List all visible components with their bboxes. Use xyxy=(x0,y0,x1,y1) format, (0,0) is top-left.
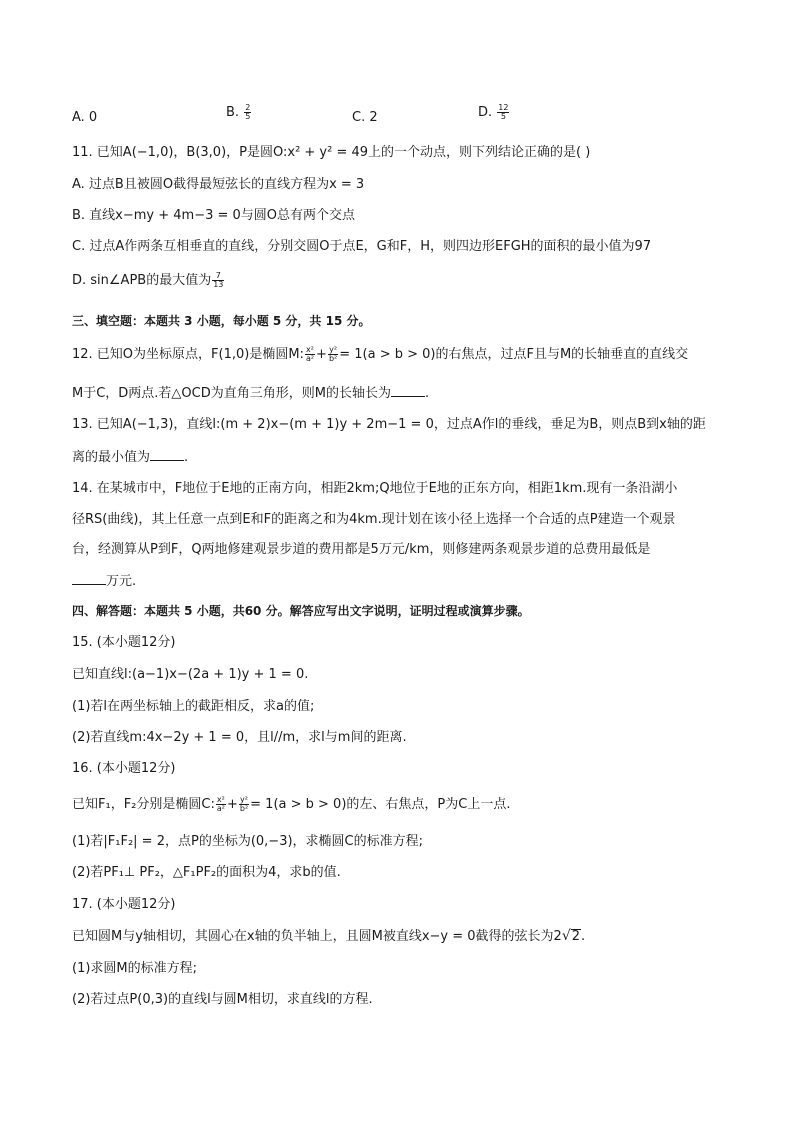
q15-part-2: (2)若直线m:4x−2y + 1 = 0，且l//m，求l与m间的距离. xyxy=(72,730,407,745)
q14-line-3: 台，经测算从P到F，Q两地修建观景步道的费用都是5万元/km，则修建两条观景步道的总费用最低是 xyxy=(72,542,651,557)
answer-blank xyxy=(150,448,184,461)
q11-stem: 11. 已知A(−1,0)，B(3,0)，P是圆O:x² + y² = 49上的一个动点，则下列结论正确的是( ) xyxy=(72,145,591,160)
q10-option-c: C. 2 xyxy=(352,110,378,125)
answer-blank xyxy=(72,572,106,585)
fraction: $\frac{12}{5}$ xyxy=(498,103,509,121)
q12-line-1: 12. 已知O为坐标原点，F(1,0)是椭圆M: $\frac{\text{x²}}{\text{a²}}$ + $\frac{\text{y²}}{\text{b²}}$ = 1(a > b > 0)的右焦点，过点F且与M的长轴垂直的直线交 xyxy=(72,345,689,363)
q11-option-d: D. sin∠APB的最大值为 $\frac{7}{13}$ xyxy=(72,271,224,289)
sqrt-radicand: 2 xyxy=(571,929,581,944)
q15-part-1: (1)若l在两坐标轴上的截距相反，求a的值; xyxy=(72,699,315,714)
q15-stem: 已知直线l:(a−1)x−(2a + 1)y + 1 = 0. xyxy=(72,667,309,682)
section-heading-fill-blank: 三、填空题：本题共 3 小题，每小题 5 分，共 15 分。 xyxy=(72,314,371,328)
q14-line-1: 14. 在某城市中，F地位于E地的正南方向，相距2km;Q地位于E地的正东方向，相距1km.现有一条沿湖小 xyxy=(72,481,678,496)
q17-stem: 已知圆M与y轴相切，其圆心在x轴的负半轴上，且圆M被直线x−y = 0截得的弦长为2√2. xyxy=(72,928,586,944)
fraction: $\frac{\text{y²}}{\text{b²}}$ xyxy=(328,345,338,363)
fraction: $\frac{\text{x²}}{\text{a²}}$ xyxy=(216,795,225,813)
q11-option-c: C. 过点A作两条互相垂直的直线，分别交圆O于点E，G和F，H，则四边形EFGH的面积的最小值为97 xyxy=(72,239,652,254)
section-heading-solutions: 四、解答题：本题共 5 小题，共60 分。解答应写出文字说明，证明过程或演算步骤。 xyxy=(72,604,530,618)
fraction: $\frac{\text{y²}}{\text{b²}}$ xyxy=(239,795,249,813)
q16-part-1: (1)若|F₁F₂| = 2，点P的坐标为(0,−3)，求椭圆C的标准方程; xyxy=(72,834,423,849)
fraction: $\frac{\text{x²}}{\text{a²}}$ xyxy=(305,345,315,363)
answer-blank xyxy=(391,384,425,397)
fraction: $\frac{2}{5}$ xyxy=(245,103,251,121)
q16-stem: 已知F₁，F₂分别是椭圆C: $\frac{\text{x²}}{\text{a²}}$ + $\frac{\text{y²}}{\text{b²}}$ = 1(a > b > 0)的左、右焦点，P为C上一点. xyxy=(72,795,511,813)
q12-line-2: M于C，D两点.若△OCD为直角三角形，则M的长轴长为 . xyxy=(72,386,430,401)
q13-line-1: 13. 已知A(−1,3)，直线l:(m + 2)x−(m + 1)y + 2m−1 = 0，过点A作l的垂线，垂足为B，则点B到x轴的距 xyxy=(72,417,706,432)
q14-line-4: 万元. xyxy=(72,572,722,590)
q16-part-2: (2)若PF₁⊥ PF₂，△F₁PF₂的面积为4，求b的值. xyxy=(72,865,341,880)
q13-line-2: 离的最小值为 . xyxy=(72,450,189,465)
q10-option-d: D. $\frac{12}{5}$ xyxy=(478,103,509,121)
q17-part-2: (2)若过点P(0,3)的直线l与圆M相切，求直线l的方程. xyxy=(72,992,373,1007)
q17-heading: 17. (本小题12分) xyxy=(72,897,176,912)
q17-part-1: (1)求圆M的标准方程; xyxy=(72,961,198,976)
q10-option-b: B. $\frac{2}{5}$ xyxy=(226,103,251,121)
q11-option-b: B. 直线x−my + 4m−3 = 0与圆O总有两个交点 xyxy=(72,208,356,223)
q15-heading: 15. (本小题12分) xyxy=(72,635,176,650)
fraction: $\frac{7}{13}$ xyxy=(213,271,224,289)
q16-heading: 16. (本小题12分) xyxy=(72,761,176,776)
q14-line-2: 径RS(曲线)，其上任意一点到E和F的距离之和为4km.现计划在该小径上选择一个合适的点P建造一个观景 xyxy=(72,512,676,527)
q10-option-a: A. 0 xyxy=(72,110,98,125)
q11-option-a: A. 过点B且被圆O截得最短弦长的直线方程为x = 3 xyxy=(72,177,365,192)
